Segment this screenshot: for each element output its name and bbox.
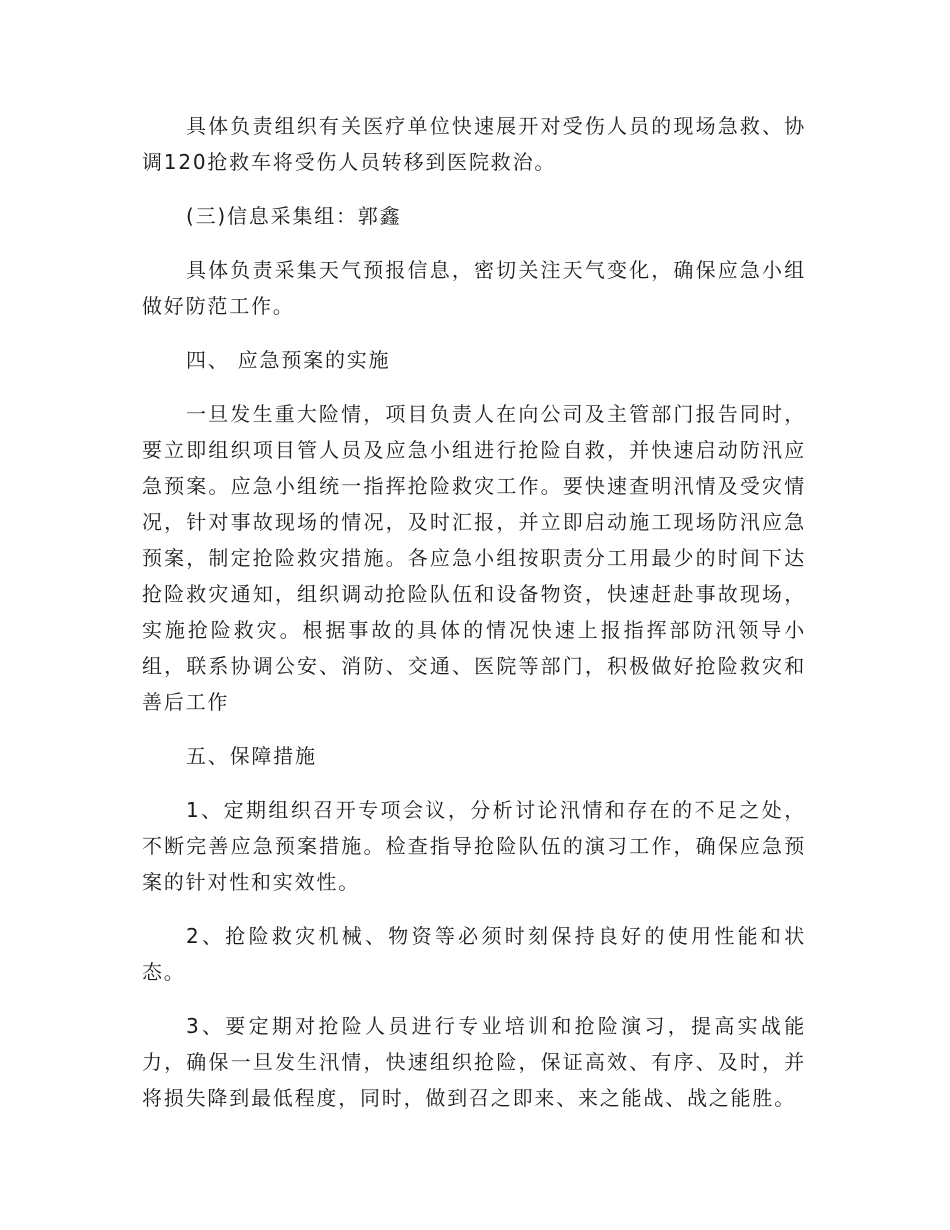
paragraph-measure-2: 2、抢险救灾机械、物资等必须时刻保持良好的使用性能和状态。 <box>142 924 806 984</box>
paragraph-info-collection-duty: 具体负责采集天气预报信息，密切关注天气变化，确保应急小组做好防范工作。 <box>142 258 806 318</box>
paragraph-measure-1: 1、定期组织召开专项会议，分析讨论汛情和存在的不足之处，不断完善应急预案措施。检查指导抢险队伍的演习工作，确保应急预案的针对性和实效性。 <box>142 798 806 894</box>
heading-plan-implementation: 四、 应急预案的实施 <box>186 348 391 372</box>
paragraph-measure-3: 3、要定期对抢险人员进行专业培训和抢险演习，提高实战能力，确保一旦发生汛情，快速组织抢险，保证高效、有序、及时，并将损失降到最低程度，同时，做到召之即来、来之能战、战之能胜。 <box>142 1014 806 1110</box>
heading-safeguard-measures: 五、保障措施 <box>186 744 317 768</box>
paragraph-plan-implementation: 一旦发生重大险情，项目负责人在向公司及主管部门报告同时，要立即组织项目管人员及应急小组进行抢险自救，并快速启动防汛应急预案。应急小组统一指挥抢险救灾工作。要快速查明汛情及受灾情况，针对事故现场的情况，及时汇报，并立即启动施工现场防汛应急预案，制定抢险救灾措施。各应急小组按职责分工用最少的时间下达抢险救灾通知，组织调动抢险队伍和设备物资，快速赶赴事故现场，实施抢险救灾。根据事故的具体的情况快速上报指挥部防汛领导小组，联系协调公安、消防、交通、医院等部门，积极做好抢险救灾和善后工作 <box>142 402 806 714</box>
paragraph-medical-group-duty: 具体负责组织有关医疗单位快速展开对受伤人员的现场急救、协调120抢救车将受伤人员转移到医院救治。 <box>142 114 806 174</box>
document-body <box>142 108 806 1134</box>
heading-info-collection-group: (三)信息采集组：郭鑫 <box>186 204 402 228</box>
